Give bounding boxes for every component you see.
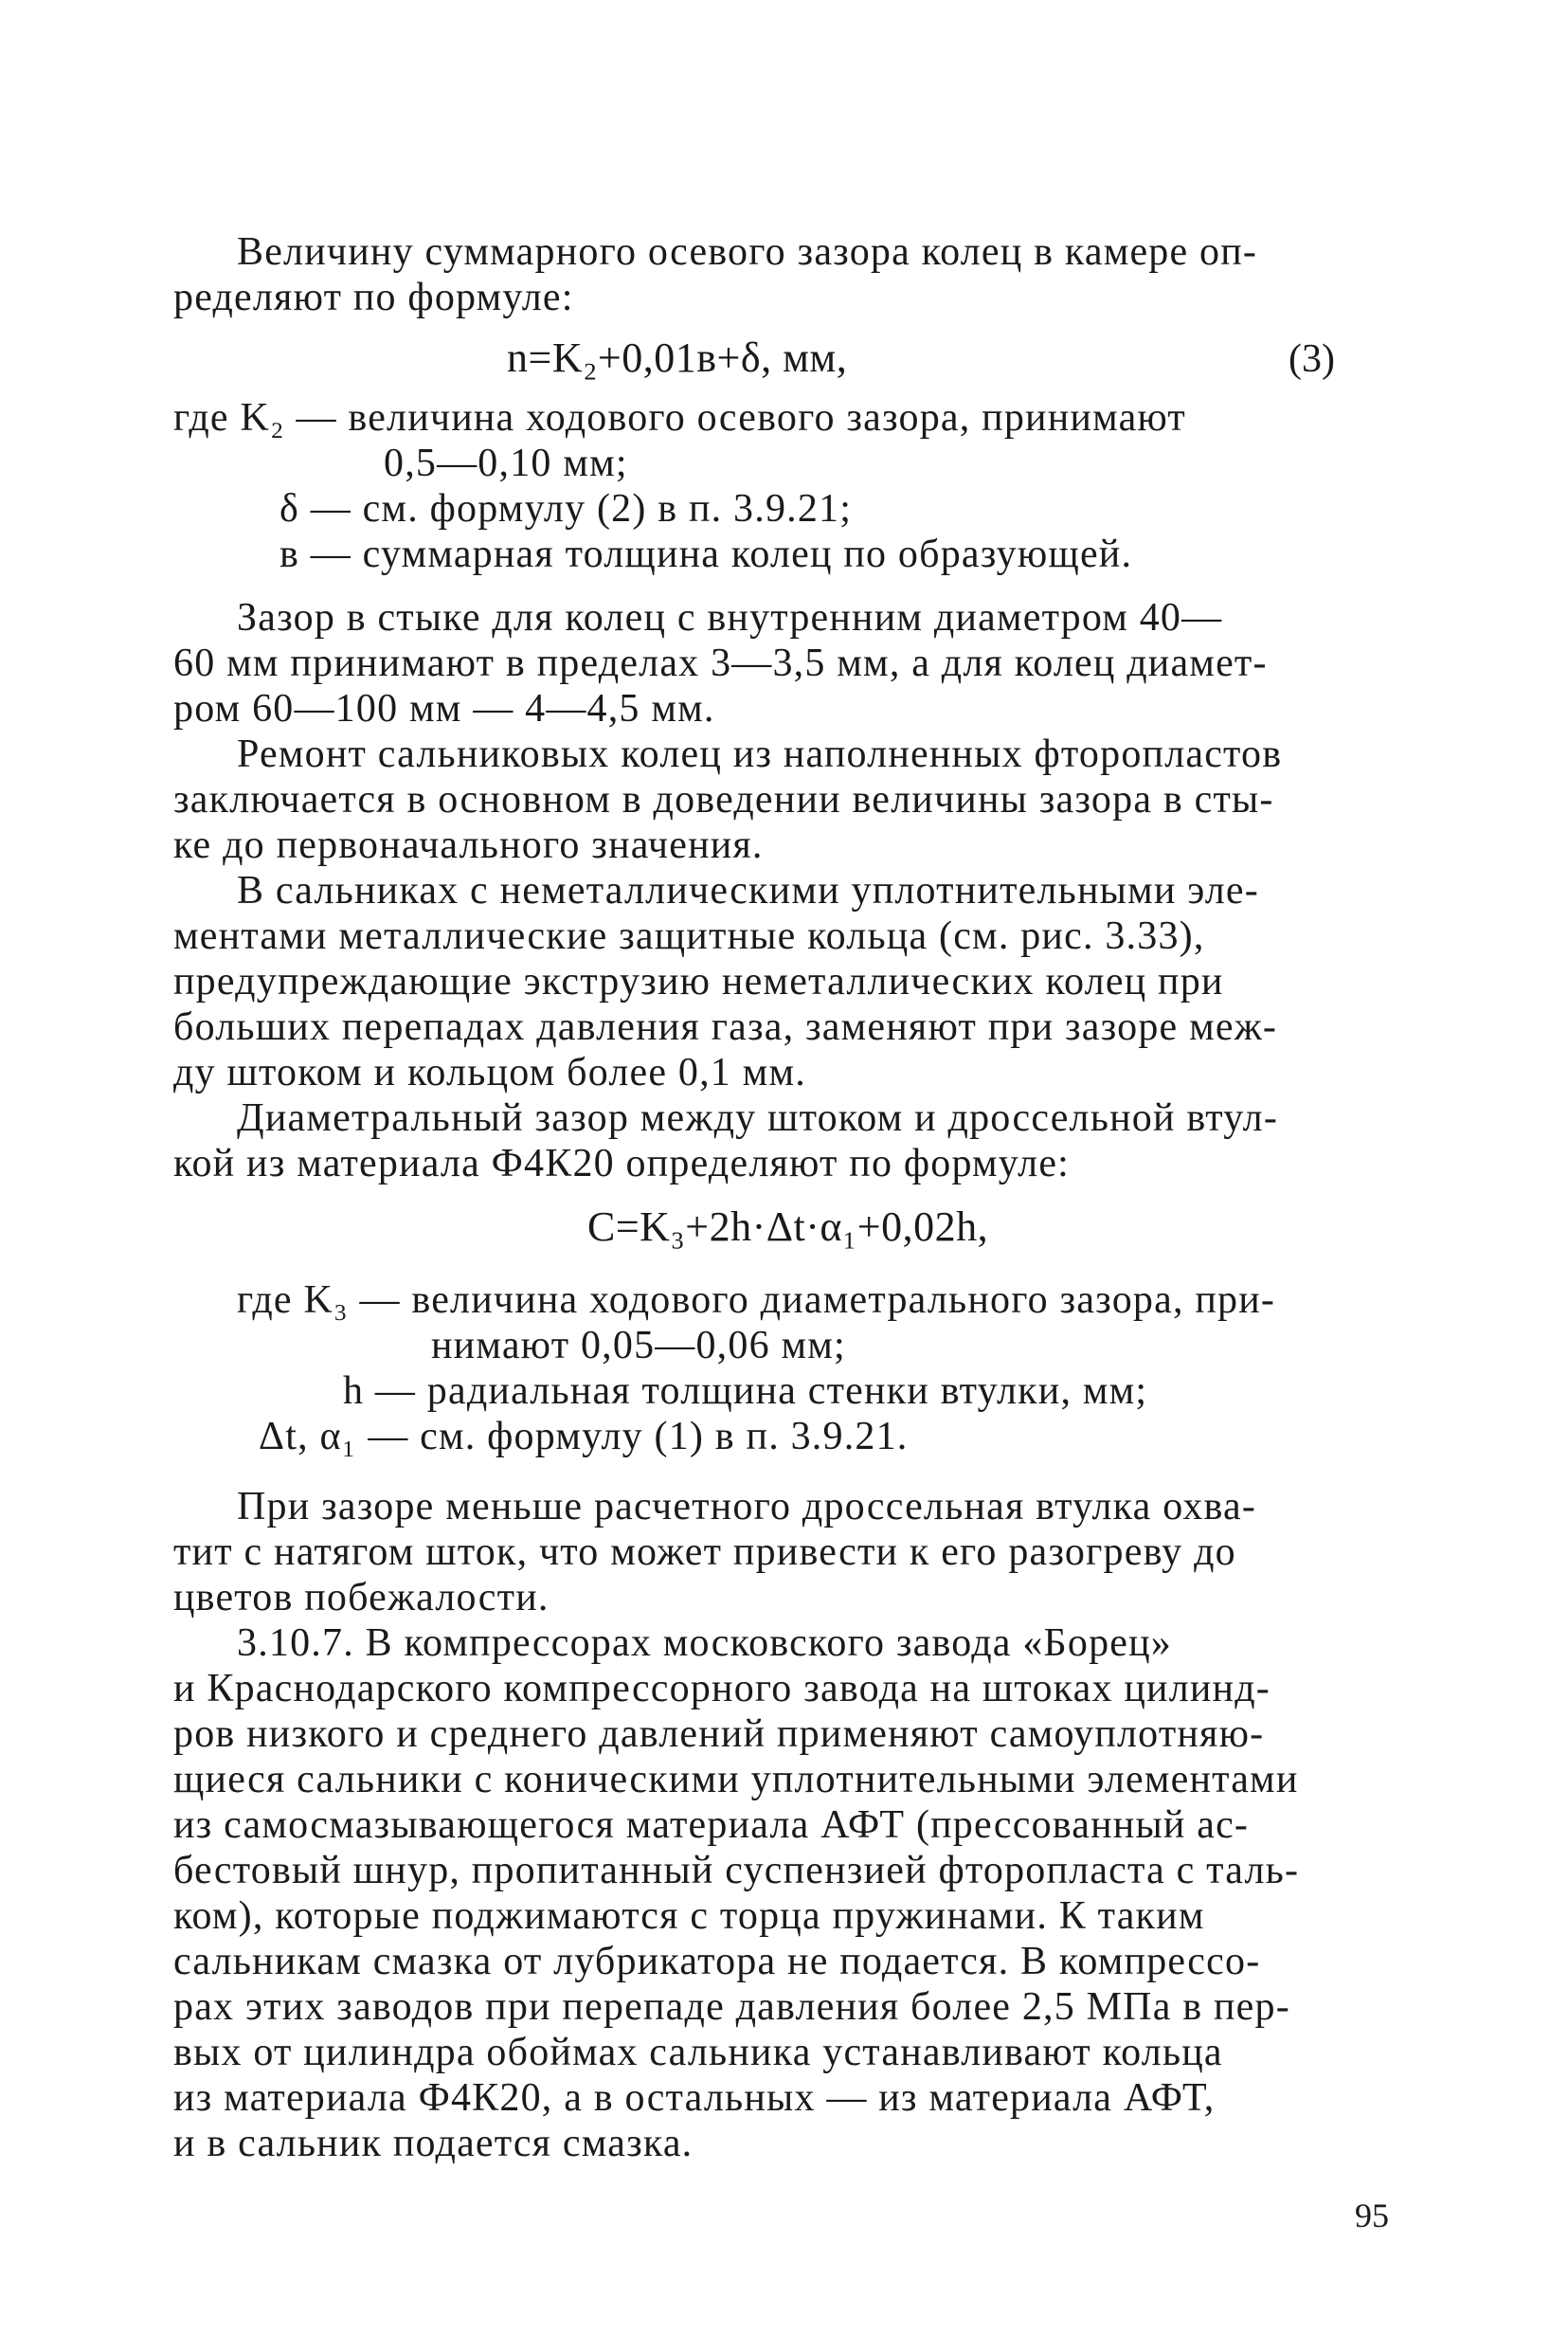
- paragraph7-line7: ком), которые поджимаются с торца пружинами. К таким: [173, 1894, 1205, 1938]
- formula-3: n=K₂+0,01в+δ, мм,: [507, 335, 848, 381]
- paragraph6-line3: цветов побежалости.: [173, 1576, 550, 1619]
- paragraph7-line9: рах этих заводов при перепаде давления более 2,5 МПа в пер-: [173, 1985, 1290, 2029]
- where-dt-alpha: Δt, α₁ — см. формулу (1) в п. 3.9.21.: [259, 1415, 909, 1458]
- formula-c: C=K₃+2h·Δt·α₁+0,02h,: [587, 1203, 989, 1250]
- where-h: h — радиальная толщина стенки втулки, мм;: [343, 1369, 1148, 1413]
- paragraph7-line10: вых от цилиндра обоймах сальника устанавливают кольца: [173, 2031, 1223, 2074]
- paragraph4-line5: ду штоком и кольцом более 0,1 мм.: [173, 1051, 806, 1094]
- paragraph7-line8: сальникам смазка от лубрикатора не подается. В компрессо-: [173, 1940, 1261, 1983]
- paragraph7-line5: из самосмазывающегося материала АФТ (прессованный ас-: [173, 1803, 1250, 1847]
- paragraph4-line2: ментами металлические защитные кольца (см. рис. 3.33),: [173, 914, 1205, 958]
- paragraph4-line3: предупреждающие экструзию неметаллических колец при: [173, 960, 1224, 1004]
- paragraph3-line3: ке до первоначального значения.: [173, 823, 764, 867]
- paragraph5-line1: Диаметральный зазор между штоком и дроссельной втул-: [237, 1096, 1279, 1140]
- paragraph3-line1: Ремонт сальниковых колец из наполненных фторопластов: [237, 732, 1283, 776]
- paragraph7-line3: ров низкого и среднего давлений применяют самоуплотняю-: [173, 1712, 1265, 1756]
- where-k3-line2: нимают 0,05—0,06 мм;: [431, 1324, 846, 1367]
- where-k2-line2: 0,5—0,10 мм;: [384, 442, 628, 485]
- paragraph5-line2: кой из материала Ф4К20 определяют по формуле:: [173, 1142, 1071, 1185]
- paragraph7-line1: 3.10.7. В компрессорах московского завода «Борец»: [237, 1621, 1172, 1665]
- paragraph2-line1: Зазор в стыке для колец с внутренним диаметром 40—: [237, 596, 1223, 640]
- equation-number-3: (3): [1289, 337, 1335, 381]
- paragraph3-line2: заключается в основном в доведении величины зазора в сты-: [173, 778, 1274, 822]
- paragraph7-line11: из материала Ф4К20, а в остальных — из материала АФТ,: [173, 2076, 1216, 2120]
- paragraph1-line2: ределяют по формуле:: [173, 276, 574, 319]
- page-number: 95: [1355, 2197, 1389, 2234]
- paragraph7-line6: бестовый шнур, пропитанный суспензией фторопласта с таль-: [173, 1849, 1300, 1892]
- paragraph7-line12: и в сальник подается смазка.: [173, 2122, 694, 2165]
- where-v: в — суммарная толщина колец по образующей.: [279, 533, 1133, 576]
- where-k2-line1: где K₂ — величина ходового осевого зазора, принимают: [173, 396, 1186, 440]
- paragraph4-line4: больших перепадах давления газа, заменяют при зазоре меж-: [173, 1005, 1278, 1049]
- paragraph7-line4: щиеся сальники с коническими уплотнительными элементами: [173, 1758, 1299, 1801]
- paragraph6-line2: тит с натягом шток, что может привести к его разогреву до: [173, 1530, 1236, 1574]
- paragraph7-line2: и Краснодарского компрессорного завода на штоках цилинд-: [173, 1667, 1271, 1710]
- where-delta: δ — см. формулу (2) в п. 3.9.21;: [279, 487, 853, 531]
- paragraph2-line2: 60 мм принимают в пределах 3—3,5 мм, а для колец диамет-: [173, 642, 1268, 685]
- paragraph2-line3: ром 60—100 мм — 4—4,5 мм.: [173, 687, 715, 731]
- paragraph4-line1: В сальниках с неметаллическими уплотнительными эле-: [237, 869, 1259, 913]
- where-k3-line1: где K₃ — величина ходового диаметрального зазора, при-: [237, 1278, 1276, 1322]
- paragraph6-line1: При зазоре меньше расчетного дроссельная втулка охва-: [237, 1485, 1257, 1528]
- paragraph1-line1: Величину суммарного осевого зазора колец в камере оп-: [237, 230, 1258, 274]
